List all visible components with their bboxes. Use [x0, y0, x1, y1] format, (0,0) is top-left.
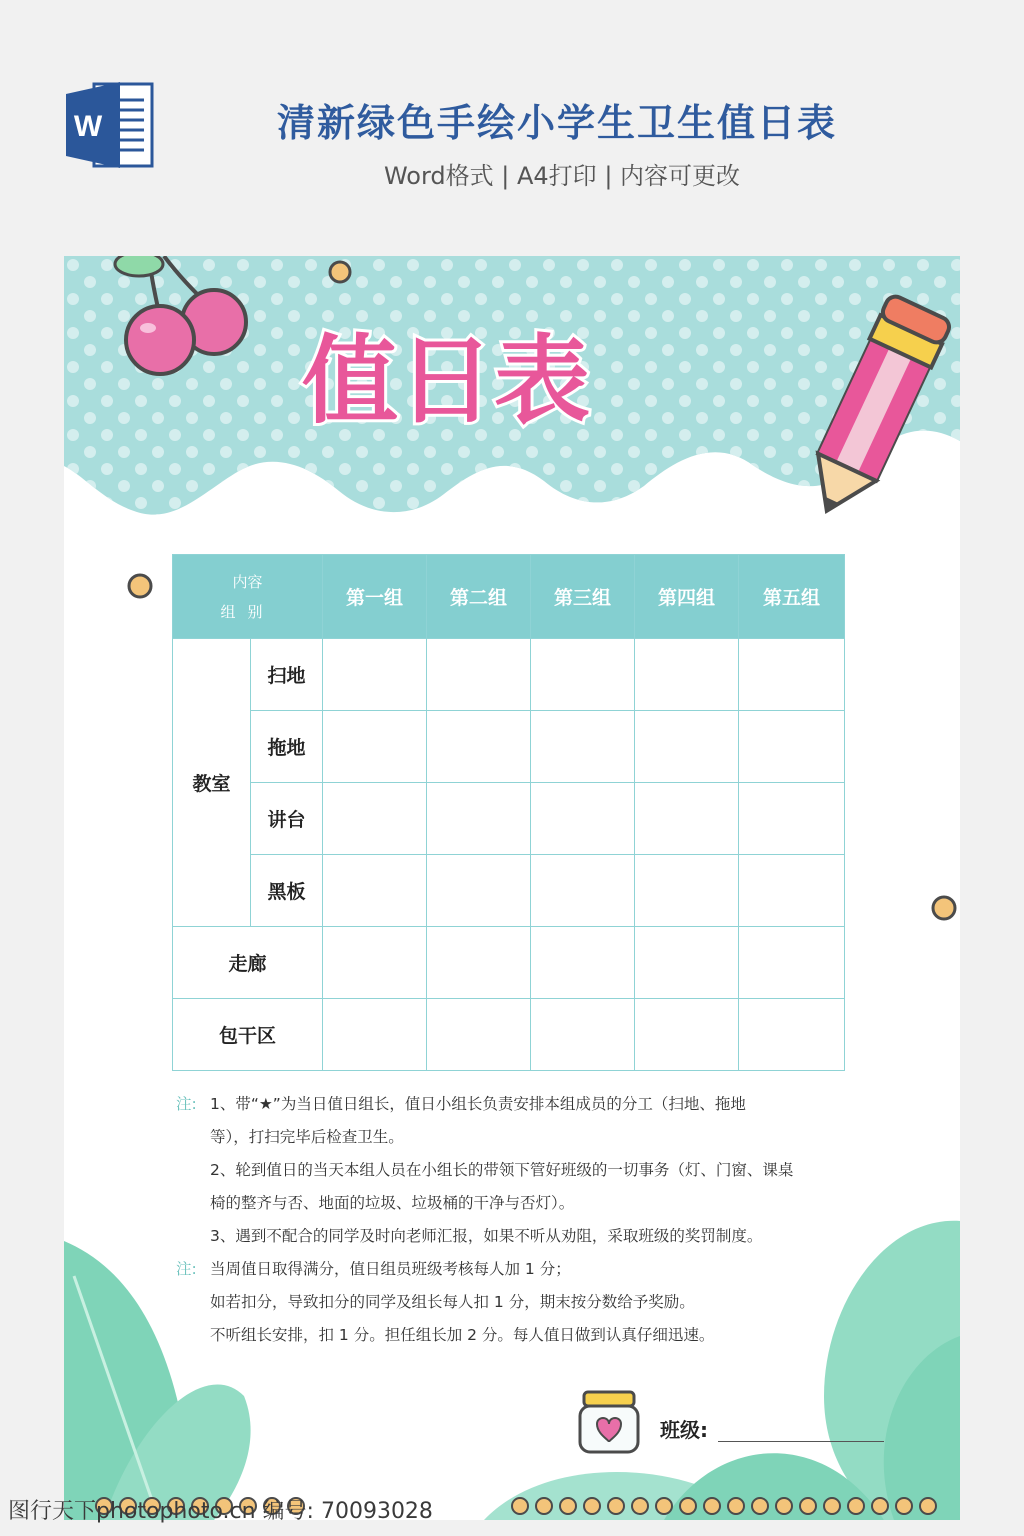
- duty-cell[interactable]: [427, 639, 531, 711]
- class-input-line[interactable]: [718, 1441, 884, 1442]
- word-icon-letter: W: [73, 110, 103, 143]
- note-text: 1、带“★”为当日值日组长，值日小组长负责安排本组成员的分工（扫地、拖地: [210, 1095, 746, 1113]
- page-subtitle: Word格式 | A4打印 | 内容可更改: [383, 162, 741, 190]
- duty-cell[interactable]: [739, 711, 845, 783]
- note-line: [176, 1253, 836, 1286]
- task-label: 扫地: [251, 639, 323, 711]
- table-row: [173, 711, 845, 783]
- duty-cell[interactable]: [323, 783, 427, 855]
- table-row: [173, 855, 845, 927]
- note-line: 椅的整齐与否、地面的垃圾、垃圾桶的干净与否灯）。: [210, 1194, 575, 1212]
- corner-bottom-label: 组别: [220, 602, 275, 621]
- duty-cell[interactable]: [323, 927, 427, 999]
- table-row: [173, 927, 845, 999]
- note-prefix: 注:: [176, 1260, 197, 1278]
- duty-cell[interactable]: [531, 783, 635, 855]
- duty-cell[interactable]: [427, 711, 531, 783]
- duty-cell[interactable]: [427, 927, 531, 999]
- poster-heading: 值日表: [302, 325, 590, 437]
- note-line: 2、轮到值日的当天本组人员在小组长的带领下管好班级的一切事务（灯、门窗、课桌: [210, 1161, 794, 1179]
- duty-cell[interactable]: [635, 711, 739, 783]
- table-row: [173, 783, 845, 855]
- duty-cell[interactable]: [531, 639, 635, 711]
- duty-cell[interactable]: [531, 711, 635, 783]
- duty-table-container: [172, 554, 844, 1071]
- task-label: 黑板: [251, 855, 323, 927]
- note-text: 当周值日取得满分，值日组员班级考核每人加 1 分；: [210, 1260, 571, 1278]
- duty-cell[interactable]: [635, 927, 739, 999]
- task-label: 讲台: [251, 783, 323, 855]
- note-line: 不听组长安排，扣 1 分。担任组长加 2 分。每人值日做到认真仔细迅速。: [210, 1326, 715, 1344]
- class-label: 班级:: [660, 1418, 708, 1442]
- corner-top-label: 内容: [232, 572, 263, 591]
- page-header: [0, 0, 1024, 250]
- watermark: 图行天下photophoto.cn 编号: 70093028: [8, 1499, 433, 1524]
- page-title: 清新绿色手绘小学生卫生值日表: [276, 101, 837, 145]
- duty-cell[interactable]: [323, 639, 427, 711]
- duty-cell[interactable]: [323, 855, 427, 927]
- classroom-label: 教室: [173, 639, 251, 927]
- notes-section: [176, 1088, 836, 1352]
- duty-cell[interactable]: [739, 639, 845, 711]
- task-label: 拖地: [251, 711, 323, 783]
- duty-cell[interactable]: [635, 639, 739, 711]
- duty-cell[interactable]: [323, 711, 427, 783]
- group-header: 第三组: [531, 555, 635, 639]
- area-label: 走廊: [173, 927, 323, 999]
- duty-roster-sheet: [64, 256, 960, 1520]
- duty-cell[interactable]: [739, 999, 845, 1071]
- group-header: 第一组: [323, 555, 427, 639]
- table-header-row: [173, 555, 845, 639]
- duty-cell[interactable]: [531, 855, 635, 927]
- duty-table: [172, 554, 845, 1071]
- duty-cell[interactable]: [427, 855, 531, 927]
- note-prefix: 注:: [176, 1095, 197, 1113]
- group-header: 第二组: [427, 555, 531, 639]
- duty-cell[interactable]: [427, 783, 531, 855]
- note-line: 等），打扫完毕后检查卫生。: [210, 1128, 404, 1146]
- duty-cell[interactable]: [323, 999, 427, 1071]
- duty-cell[interactable]: [635, 855, 739, 927]
- duty-cell[interactable]: [635, 783, 739, 855]
- note-line: 如若扣分，导致扣分的同学及组长每人扣 1 分，期末按分数给予奖励。: [210, 1293, 695, 1311]
- duty-cell[interactable]: [739, 855, 845, 927]
- table-row: [173, 639, 845, 711]
- duty-cell[interactable]: [427, 999, 531, 1071]
- note-line: [176, 1088, 836, 1121]
- duty-cell[interactable]: [531, 927, 635, 999]
- duty-cell[interactable]: [739, 783, 845, 855]
- heart-jar-icon: [580, 1392, 638, 1452]
- duty-cell[interactable]: [739, 927, 845, 999]
- note-line: 3、遇到不配合的同学及时向老师汇报，如果不听从劝阻，采取班级的奖罚制度。: [210, 1227, 763, 1245]
- table-row: [173, 999, 845, 1071]
- group-header: 第四组: [635, 555, 739, 639]
- duty-cell[interactable]: [635, 999, 739, 1071]
- duty-cell[interactable]: [531, 999, 635, 1071]
- group-header: 第五组: [739, 555, 845, 639]
- area-label: 包干区: [173, 999, 323, 1071]
- corner-header-cell: [173, 555, 323, 639]
